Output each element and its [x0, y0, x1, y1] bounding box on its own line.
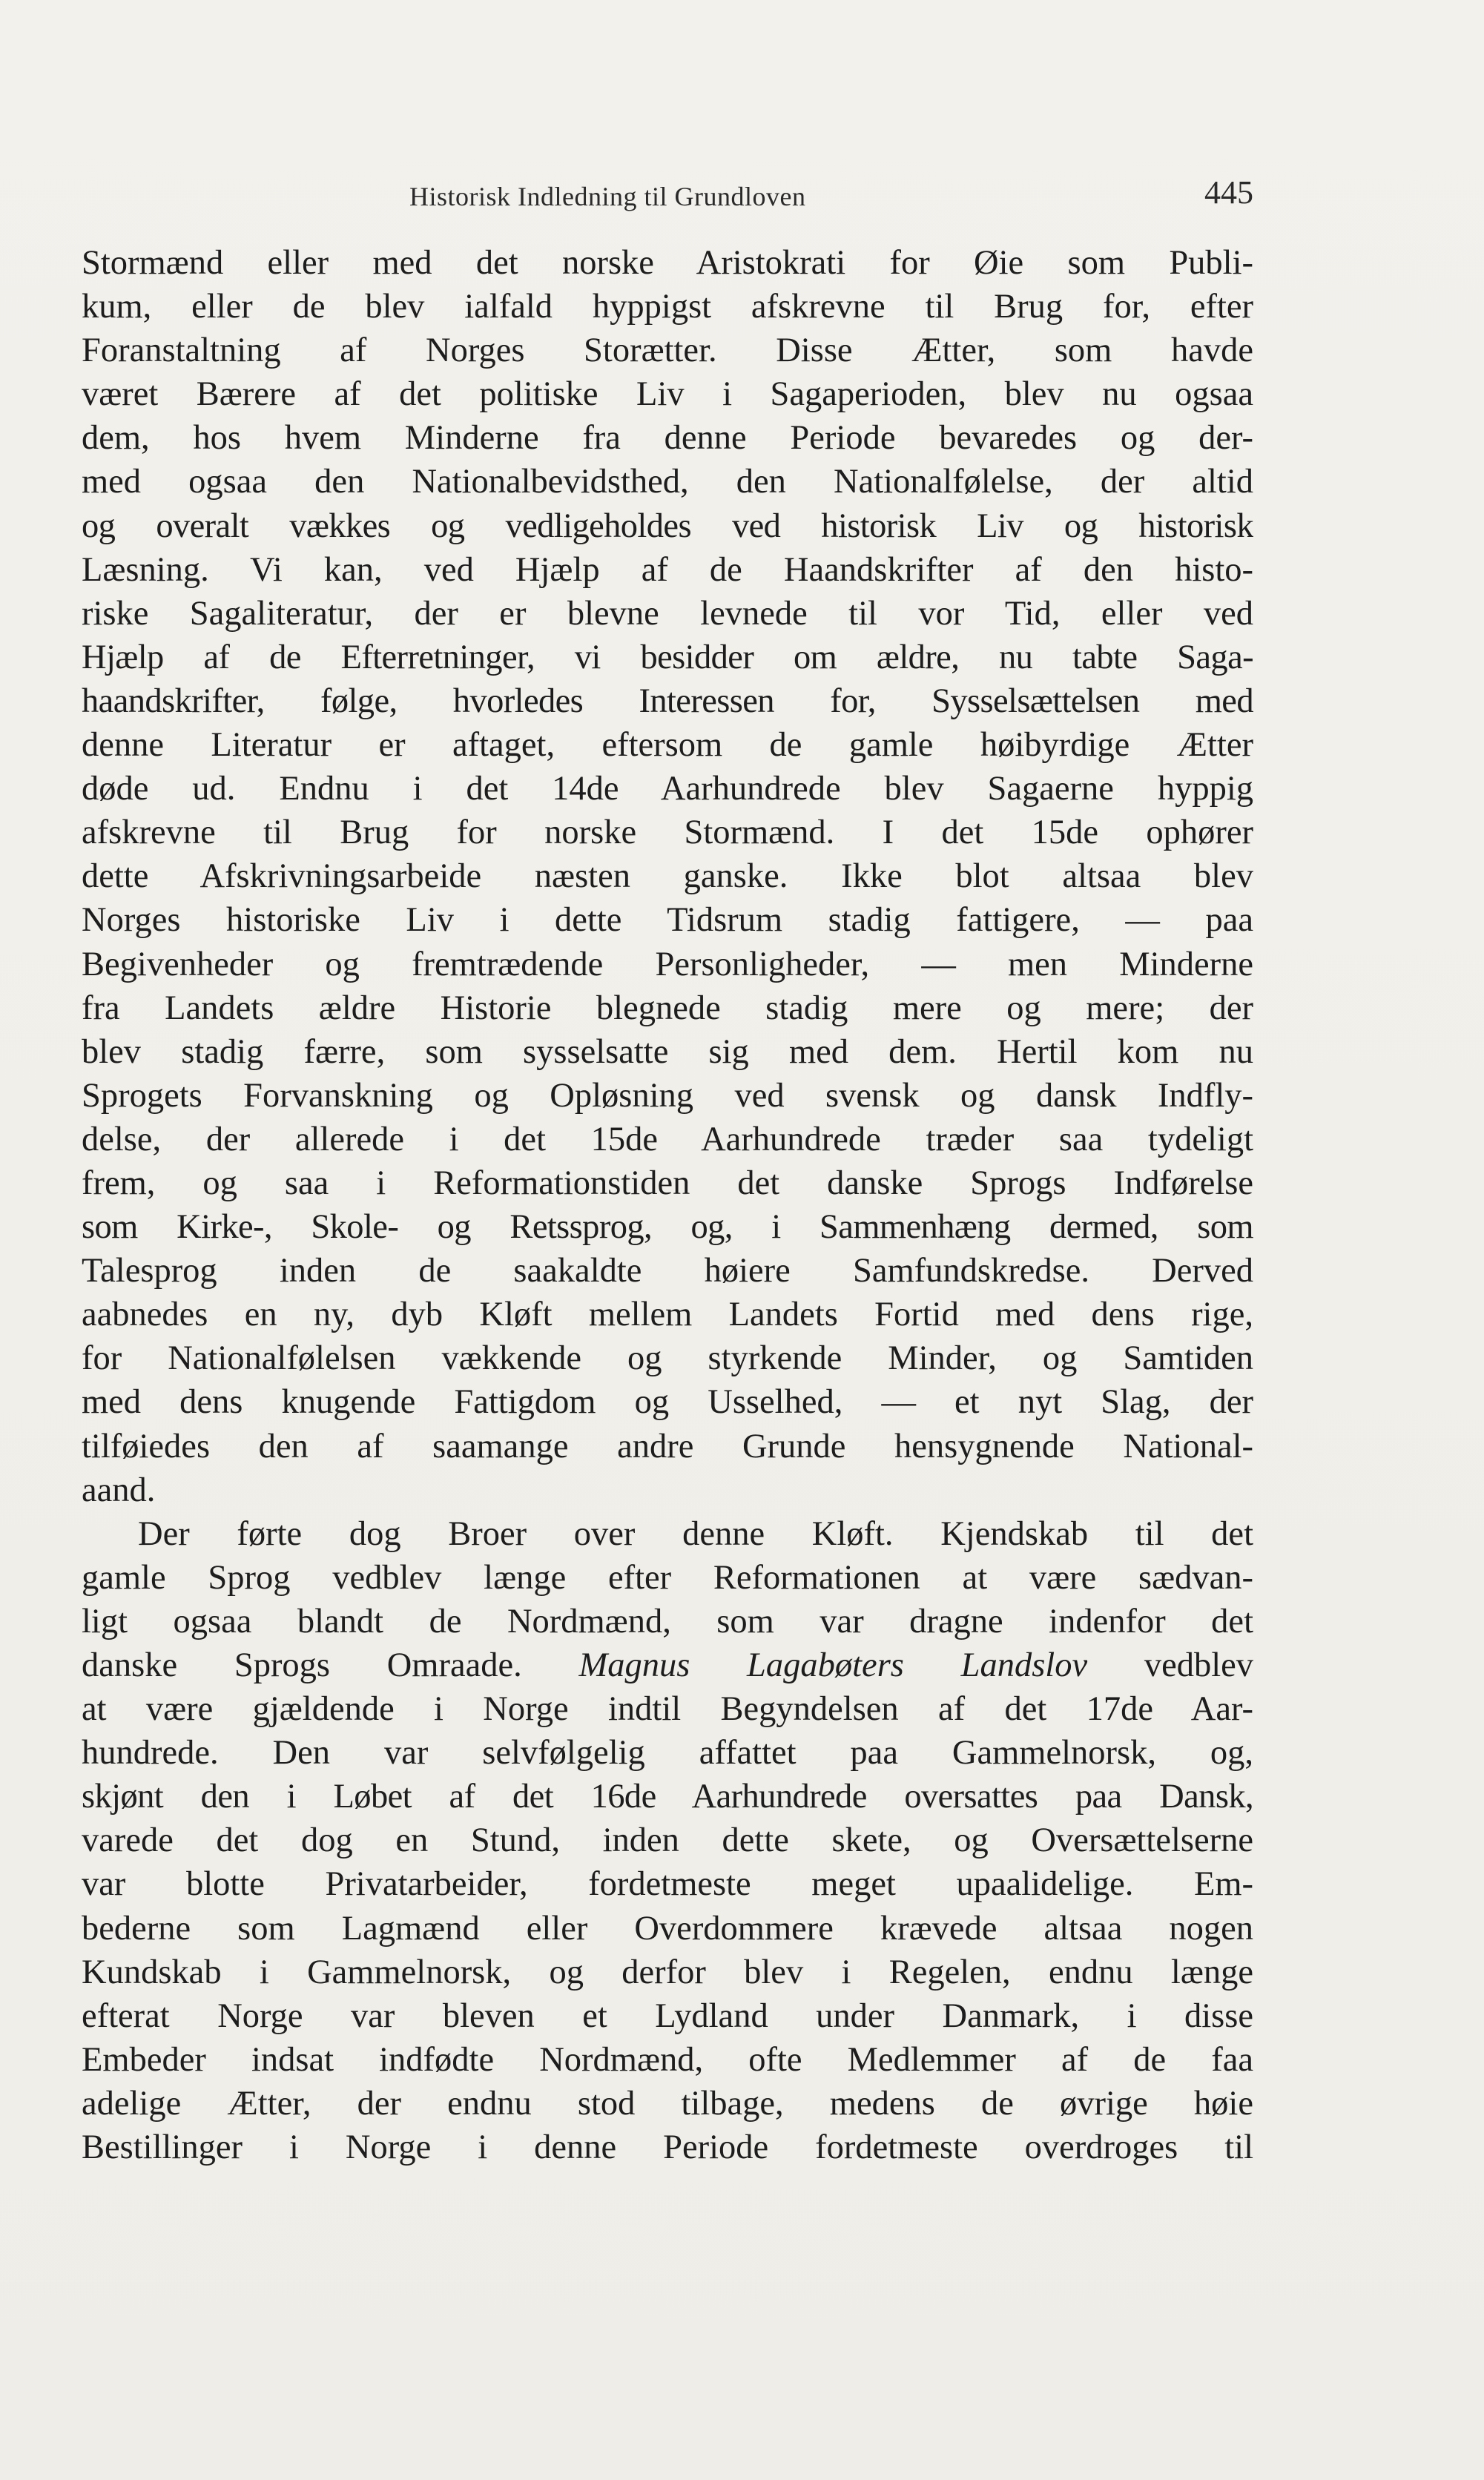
text-line: aand.	[82, 1471, 156, 1509]
text-line: gamle Sprog vedblev længe efter Reformationen at være sædvan-	[82, 1558, 1253, 1597]
text-line: kum, eller de blev ialfald hyppigst afskrevne til Brug for, efter	[82, 288, 1253, 326]
text-line: skjønt den i Løbet af det 16de Aarhundrede oversattes paa Dansk,	[82, 1778, 1253, 1816]
body-text	[82, 241, 1253, 2169]
text-line: delse, der allerede i det 15de Aarhundrede træder saa tydeligt	[82, 1120, 1253, 1158]
text-line: Stormænd eller med det norske Aristokrati for Øie som Publi-	[82, 244, 1253, 282]
text-line: var blotte Privatarbeider, fordetmeste meget upaalidelige. Em-	[82, 1865, 1253, 1904]
text-line: for Nationalfølelsen vækkende og styrkende Minder, og Samtiden	[82, 1339, 1253, 1378]
text-line: Talesprog inden de saakaldte høiere Samfundskredse. Derved	[82, 1252, 1253, 1290]
text-line: som Kirke-, Skole- og Retssprog, og, i Sammenhæng dermed, som	[82, 1208, 1253, 1247]
text-line: dem, hos hvem Minderne fra denne Periode bevaredes og der-	[82, 419, 1253, 458]
running-title: Historisk Indledning til Grundloven	[409, 182, 806, 211]
text-line: hundrede. Den var selvfølgelig affattet paa Gammelnorsk, og,	[82, 1734, 1253, 1772]
text-line: denne Literatur er aftaget, eftersom de gamle høibyrdige Ætter	[82, 726, 1253, 765]
text-line: med ogsaa den Nationalbevidsthed, den Nationalfølelse, der altid	[82, 463, 1253, 501]
text-line: bederne som Lagmænd eller Overdommere krævede altsaa nogen	[82, 1909, 1253, 1948]
text-line: Norges historiske Liv i dette Tidsrum stadig fattigere, — paa	[82, 901, 1253, 940]
text-line: Bestillinger i Norge i denne Periode fordetmeste overdroges til	[82, 2128, 1253, 2167]
text-line: riske Sagaliteratur, der er blevne levnede til vor Tid, eller ved	[82, 594, 1253, 633]
text-segment: vedblev	[1144, 1646, 1253, 1684]
text-line: aabnedes en ny, dyb Kløft mellem Landets Fortid med dens rige,	[82, 1296, 1253, 1334]
text-line: Begivenheder og fremtrædende Personligheder, — men Minderne	[82, 945, 1253, 983]
text-line: dette Afskrivningsarbeide næsten ganske. Ikke blot altsaa blev	[82, 857, 1253, 896]
running-head	[82, 171, 1253, 222]
text-line: afskrevne til Brug for norske Stormænd. I det 15de ophører	[82, 814, 1253, 852]
text-line: ligt ogsaa blandt de Nordmænd, som var dragne indenfor det	[82, 1602, 1253, 1640]
text-line: blev stadig færre, som sysselsatte sig med dem. Hertil kom nu	[82, 1032, 1253, 1071]
text-line: døde ud. Endnu i det 14de Aarhundrede blev Sagaerne hyppig	[82, 770, 1253, 808]
text-line: Sprogets Forvanskning og Opløsning ved svensk og dansk Indfly-	[82, 1076, 1253, 1115]
text-line: Embeder indsat indfødte Nordmænd, ofte Medlemmer af de faa	[82, 2040, 1253, 2079]
text-line-with-italic	[82, 1643, 1253, 1687]
italic-title: Magnus Lagabøters Landslov	[578, 1646, 1088, 1684]
text-line: frem, og saa i Reformationstiden det danske Sprogs Indførelse	[82, 1164, 1253, 1202]
text-line: tilføiedes den af saamange andre Grunde hensygnende National-	[82, 1427, 1253, 1465]
text-line: haandskrifter, følge, hvorledes Interessen for, Sysselsættelsen med	[82, 682, 1253, 720]
text-line: varede det dog en Stund, inden dette skete, og Oversættelserne	[82, 1821, 1253, 1860]
text-line: efterat Norge var bleven et Lydland under Danmark, i disse	[82, 1996, 1253, 2035]
text-line: Foranstaltning af Norges Storætter. Disse Ætter, som havde	[82, 332, 1253, 370]
text-line: fra Landets ældre Historie blegnede stadig mere og mere; der	[82, 989, 1253, 1027]
text-line: adelige Ætter, der endnu stod tilbage, medens de øvrige høie	[82, 2084, 1253, 2123]
page-number: 445	[1204, 174, 1253, 211]
text-line: at være gjældende i Norge indtil Begyndelsen af det 17de Aar-	[82, 1690, 1253, 1729]
text-line: Der førte dog Broer over denne Kløft. Kjendskab til det	[138, 1514, 1253, 1553]
text-line: Kundskab i Gammelnorsk, og derfor blev i Regelen, endnu længe	[82, 1953, 1253, 1991]
text-segment: danske Sprogs Omraade.	[82, 1646, 522, 1684]
text-line: Læsning. Vi kan, ved Hjælp af de Haandskrifter af den histo-	[82, 550, 1253, 589]
text-line: og overalt vækkes og vedligeholdes ved historisk Liv og historisk	[82, 507, 1253, 545]
text-line: Hjælp af de Efterretninger, vi besidder om ældre, nu tabte Saga-	[82, 638, 1253, 676]
text-line: været Bærere af det politiske Liv i Sagaperioden, blev nu ogsaa	[82, 375, 1253, 414]
text-line: med dens knugende Fattigdom og Usselhed, — et nyt Slag, der	[82, 1383, 1253, 1422]
